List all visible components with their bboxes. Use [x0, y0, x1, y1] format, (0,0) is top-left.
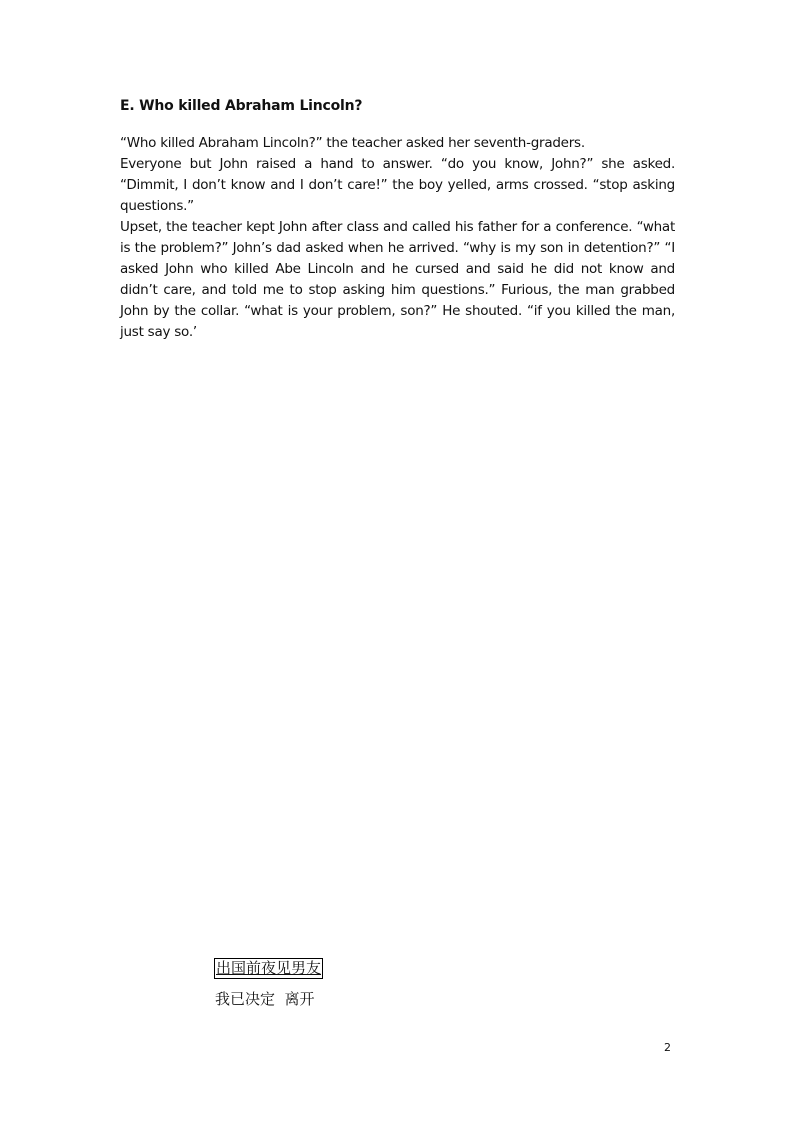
paragraph-3: Upset, the teacher kept John after class and called his father for a conference. “what is the problem?” John’s dad asked when he arrived. “why is my son in detention?” “I asked John who killed Abe Lincoln and he cursed and said he did not know and didn’t care, and told me to stop asking him questions.” Furious, the man grabbed John by the collar. “what is your problem, son?” He shouted. “if you killed the man, just say so.’: [120, 219, 675, 340]
section-heading: E. Who killed Abraham Lincoln?: [120, 98, 363, 114]
chinese-text-line: 我已决定 离开: [215, 990, 315, 1008]
story-body: [120, 133, 675, 343]
chinese-title: 出国前夜见男友: [216, 959, 322, 977]
paragraph-2: Everyone but John raised a hand to answer. “do you know, John?” she asked. “Dimmit, I don’t know and I don’t care!” the boy yelled, arms crossed. “stop asking questions.”: [120, 156, 675, 214]
page-number: 2: [664, 1041, 671, 1054]
paragraph-1: “Who killed Abraham Lincoln?” the teacher asked her seventh-graders.: [120, 135, 585, 151]
chinese-title-box: [214, 958, 323, 979]
